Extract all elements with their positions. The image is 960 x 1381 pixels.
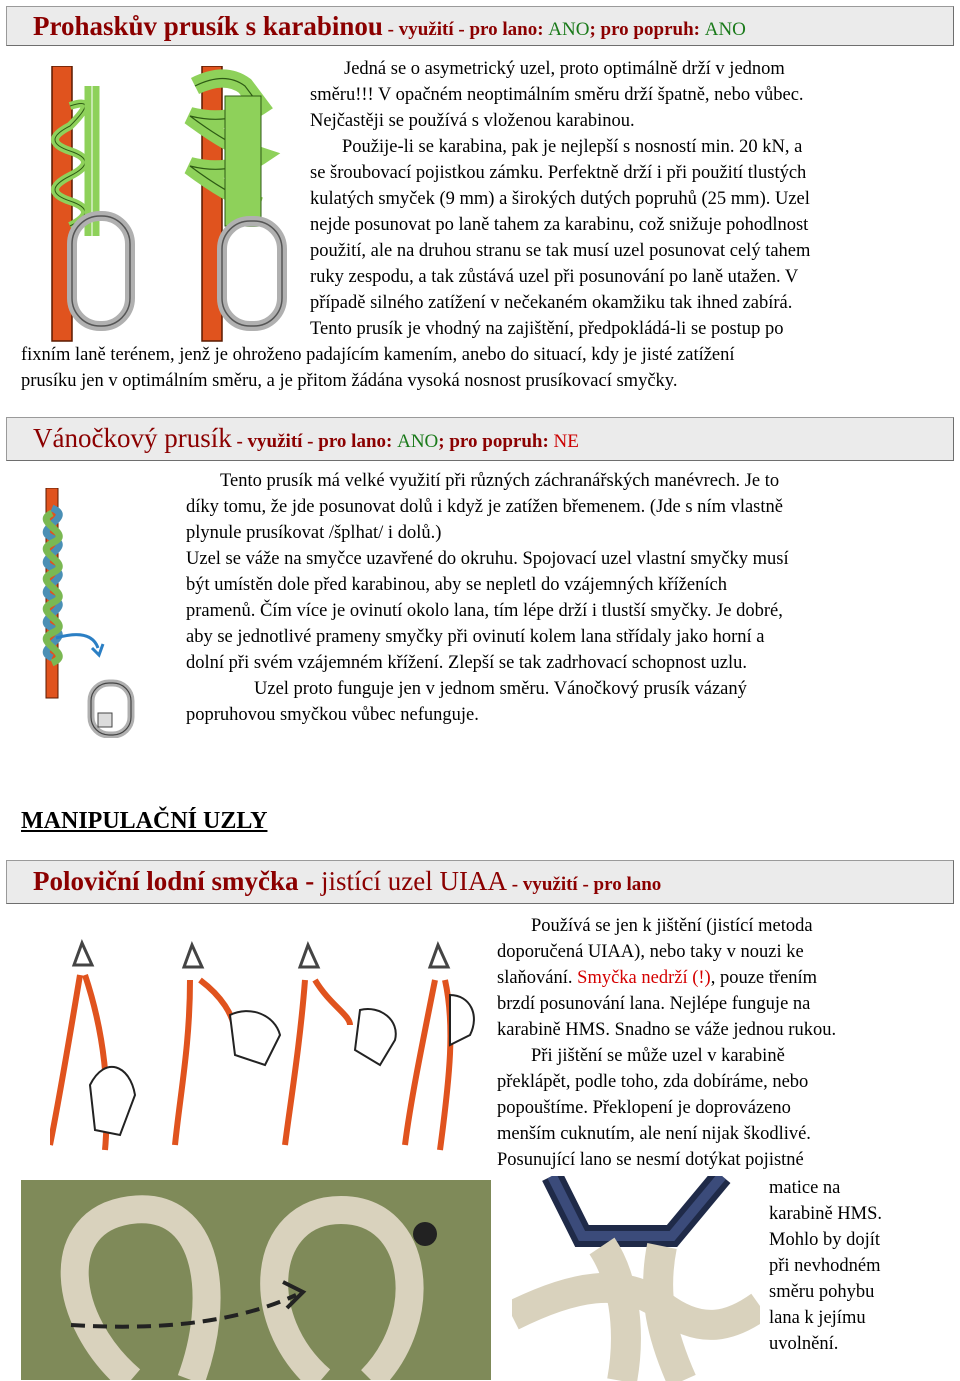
hms-carabiner-photo [512, 1176, 760, 1381]
section-title: Poloviční lodní smyčka - [33, 866, 322, 896]
section-subtitle-mid: ; pro popruh: [438, 431, 554, 452]
warning-text: Smyčka nedrží (!) [577, 968, 711, 988]
section-subtitle: - využití - pro lano [507, 874, 662, 895]
rope-loops-photo [21, 1180, 491, 1380]
text-line: uvolnění. [769, 1334, 839, 1354]
text-line: směru pohybu [769, 1282, 875, 1302]
text-line: Uzel se váže na smyčce uzavřené do okruhu. Spojovací uzel vlastní smyčky musí [186, 549, 789, 569]
text-line: pramenů. Čím více je ovinutí okolo lana, tím lépe drží i tlustší smyčky. Je dobré, [186, 601, 783, 621]
text-line: fixním laně terénem, jenž je ohroženo padajícím kamením, anebo do situací, kdy je jisté zatížení [21, 345, 735, 365]
lano-value: ANO [397, 431, 439, 452]
text-line: dolní při svém vzájemném křížení. Zlepší se tak zadrhovací schopnost uzlu. [186, 653, 748, 673]
section-header-polovicni [6, 860, 954, 904]
text-line: použití, ale na druhou stranu se tak musí uzel posunovat celý tahem [310, 241, 811, 261]
section-title-normal: jistící uzel UIAA [321, 866, 507, 896]
text-line: díky tomu, že jde posunovat dolů i když je zatížen břemenem. (Jde s ním vlastně [186, 497, 783, 517]
prohasku-description [310, 56, 926, 342]
text-line: karabině HMS. Snadno se váže jednou rukou. [497, 1020, 837, 1040]
text-line: případě silného zatížení v nečekaném okamžiku tak ihned zabírá. [310, 293, 793, 313]
text-line: Tento prusík je vhodný na zajištění, předpokládá-li se postup po [310, 319, 784, 339]
text-line: překlápět, podle toho, zda dobíráme, nebo [497, 1072, 809, 1092]
text-line: brzdí posunování lana. Nejlépe funguje na [497, 994, 811, 1014]
text-line: se šroubovací pojistkou zámku. Perfektně drží i při použití tlustých [310, 163, 807, 183]
section-title: Vánočkový prusík [33, 423, 232, 453]
text-line: Tento prusík má velké využití při různých záchranářských manévrech. Je to [220, 471, 780, 491]
polovicni-description-tail [769, 1175, 939, 1357]
vanockovy-knot-illustration [36, 488, 146, 738]
section-header-prohasku [6, 6, 954, 46]
text-line: Při jištění se může uzel v karabině [531, 1046, 785, 1066]
prohasku-knot-illustration [30, 66, 300, 346]
popruh-value: ANO [704, 19, 746, 40]
text-line: karabině HMS. [769, 1204, 883, 1224]
vanockovy-description [186, 468, 926, 728]
popruh-value: NE [553, 431, 579, 452]
text-line: ruky zespodu, a tak zůstává uzel při posunování po laně utažen. V [310, 267, 799, 287]
text-line: kulatých smyček (9 mm) a širokých dutých popruhů (25 mm). Uzel [310, 189, 810, 209]
text-line: lana k jejímu [769, 1308, 866, 1328]
text-line: menším cuknutím, ale není nijak škodlivé. [497, 1124, 811, 1144]
text-line: popouštíme. Překlopení je doprovázeno [497, 1098, 791, 1118]
section-subtitle: - využití - pro lano: [231, 431, 398, 452]
text-line: směru!!! V opačném neoptimálním směru drží špatně, nebo vůbec. [310, 85, 804, 105]
text-line: při nevhodném [769, 1256, 881, 1276]
section-header-vanockovy [6, 417, 954, 461]
text-segment: slaňování. [497, 968, 578, 988]
section-heading-manipulacni: MANIPULAČNÍ UZLY [21, 808, 268, 834]
text-line: Mohlo by dojít [769, 1230, 881, 1250]
text-segment: , pouze třením [710, 968, 818, 988]
text-line: nejde posunovat po laně tahem za karabinu, což snižuje pohodlnost [310, 215, 809, 235]
text-line [497, 965, 937, 991]
text-line: Používá se jen k jištění (jistící metoda [531, 916, 813, 936]
text-line: Uzel proto funguje jen v jednom směru. Vánočkový prusík vázaný [254, 679, 747, 699]
text-line: být umístěn dole před karabinou, aby se nepletl do vzájemných kříženích [186, 575, 727, 595]
text-line: aby se jednotlivé prameny smyčky při ovinutí kolem lana střídaly jako horní a [186, 627, 765, 647]
text-line: Použije-li se karabina, pak je nejlepší s nosností min. 20 kN, a [342, 137, 803, 157]
text-line: prusíku jen v optimálním směru, a je přitom žádána vysoká nosnost prusíkovací smyčky. [21, 371, 678, 391]
text-line: matice na [769, 1178, 841, 1198]
polovicni-description [497, 913, 937, 1173]
prohasku-description-full [21, 342, 941, 394]
lano-value: ANO [548, 19, 590, 40]
text-line: popruhovou smyčkou vůbec nefunguje. [186, 705, 479, 725]
section-subtitle-mid: ; pro popruh: [589, 19, 705, 40]
munter-hitch-steps-illustration [50, 935, 480, 1155]
section-subtitle: - využití - pro lano: [382, 19, 549, 40]
section-title: Prohaskův prusík s karabinou [33, 11, 383, 41]
text-line: doporučená UIAA), nebo taky v nouzi ke [497, 942, 804, 962]
text-line: Posunující lano se nesmí dotýkat pojistné [497, 1150, 804, 1170]
text-line: Nejčastěji se používá s vloženou karabinou. [310, 111, 635, 131]
text-line: Jedná se o asymetrický uzel, proto optimálně drží v jednom [344, 59, 785, 79]
text-line: plynule prusíkovat /šplhat/ i dolů.) [186, 523, 442, 543]
